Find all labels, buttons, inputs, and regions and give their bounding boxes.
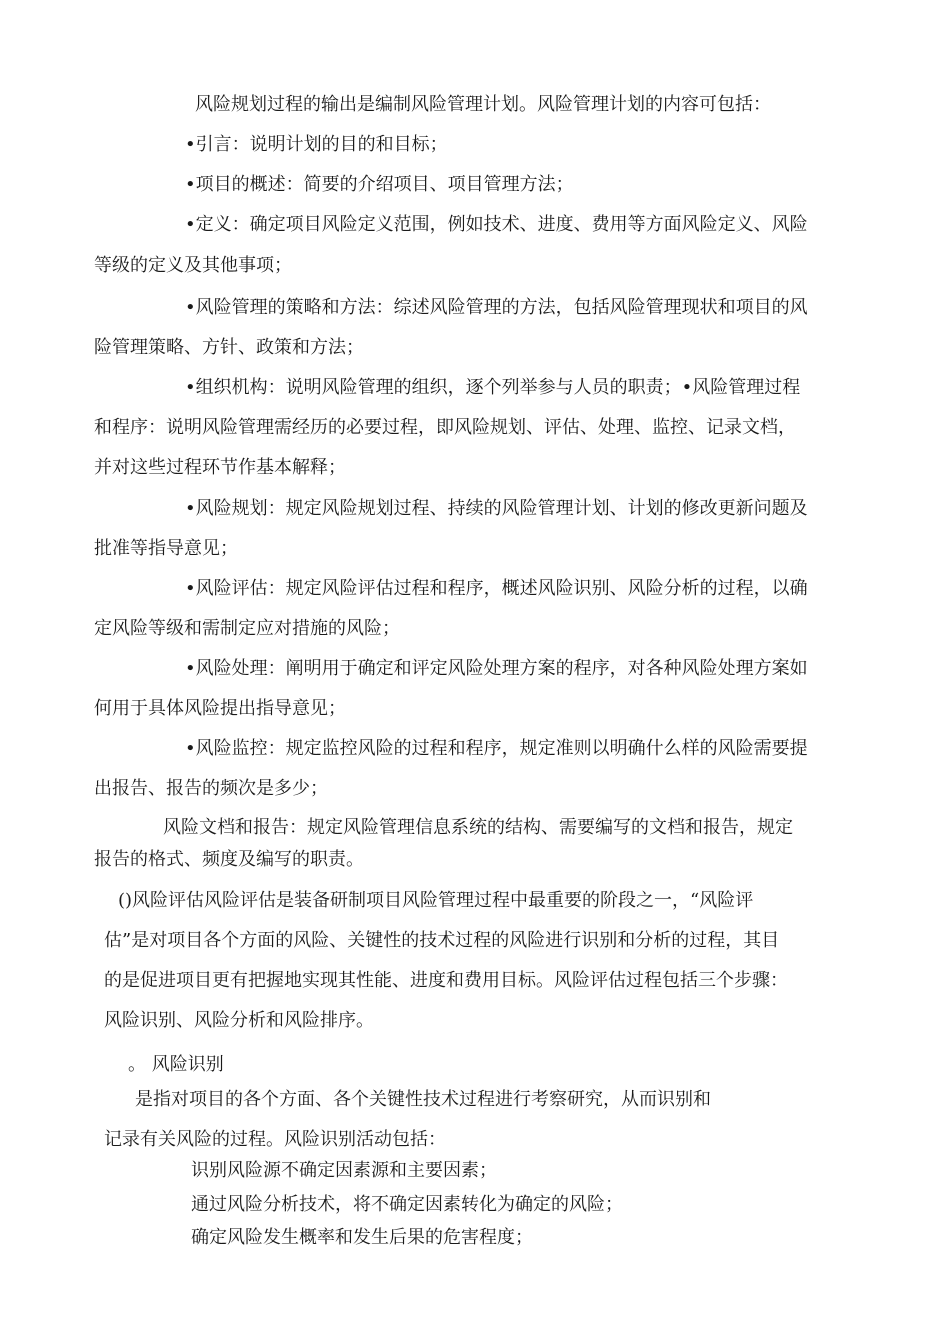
subsection-heading: 。 风险识别 xyxy=(128,1054,224,1075)
text-line: 风险文档和报告：规定风险管理信息系统的结构、需要编写的文档和报告，规定 xyxy=(163,817,793,838)
text-line: 险管理策略、方针、政策和方法； xyxy=(94,337,364,358)
text-line: 是指对项目的各个方面、各个关键性技术过程进行考察研究，从而识别和 xyxy=(135,1089,711,1110)
text-line: 记录有关风险的过程。风险识别活动包括： xyxy=(104,1129,446,1150)
list-item: 确定风险发生概率和发生后果的危害程度； xyxy=(191,1227,533,1248)
bullet-line: •风险处理：阐明用于确定和评定风险处理方案的程序，对各种风险处理方案如 xyxy=(185,658,808,679)
text-line: 的是促进项目更有把握地实现其性能、进度和费用目标。风险评估过程包括三个步骤： xyxy=(104,970,788,991)
text-line: 风险识别、风险分析和风险排序。 xyxy=(104,1010,374,1031)
bullet-line: •风险评估：规定风险评估过程和程序，概述风险识别、风险分析的过程，以确 xyxy=(185,578,808,599)
text-line: 风险规划过程的输出是编制风险管理计划。风险管理计划的内容可包括： xyxy=(195,94,771,115)
text-line: 出报告、报告的频次是多少； xyxy=(94,778,328,799)
text-line: 等级的定义及其他事项； xyxy=(94,255,292,276)
text-line: 定风险等级和需制定应对措施的风险； xyxy=(94,618,400,639)
list-item: 通过风险分析技术，将不确定因素转化为确定的风险； xyxy=(191,1194,623,1215)
text-line: 报告的格式、频度及编写的职责。 xyxy=(94,849,364,870)
bullet-line: •组织机构：说明风险管理的组织，逐个列举参与人员的职责；•风险管理过程 xyxy=(185,377,801,398)
bullet-line: •定义：确定项目风险定义范围，例如技术、进度、费用等方面风险定义、风险 xyxy=(185,214,808,235)
text-line: 估”是对项目各个方面的风险、关键性的技术过程的风险进行识别和分析的过程，其目 xyxy=(104,930,780,951)
bullet-line: •引言：说明计划的目的和目标； xyxy=(185,134,448,155)
text-line: 批准等指导意见； xyxy=(94,538,238,559)
bullet-line: •项目的概述：简要的介绍项目、项目管理方法； xyxy=(185,174,574,195)
text-line: 并对这些过程环节作基本解释； xyxy=(94,457,346,478)
bullet-line: •风险管理的策略和方法：综述风险管理的方法，包括风险管理现状和项目的风 xyxy=(185,297,808,318)
text-line: 和程序：说明风险管理需经历的必要过程，即风险规划、评估、处理、监控、记录文档， xyxy=(94,417,796,438)
text-line: 何用于具体风险提出指导意见； xyxy=(94,698,346,719)
list-item: 识别风险源不确定因素源和主要因素； xyxy=(191,1160,497,1181)
bullet-line: •风险监控：规定监控风险的过程和程序，规定准则以明确什么样的风险需要提 xyxy=(185,738,808,759)
section-heading: ()风险评估风险评估是装备研制项目风险管理过程中最重要的阶段之一，“风险评 xyxy=(118,890,754,911)
bullet-line: •风险规划：规定风险规划过程、持续的风险管理计划、计划的修改更新问题及 xyxy=(185,498,808,519)
